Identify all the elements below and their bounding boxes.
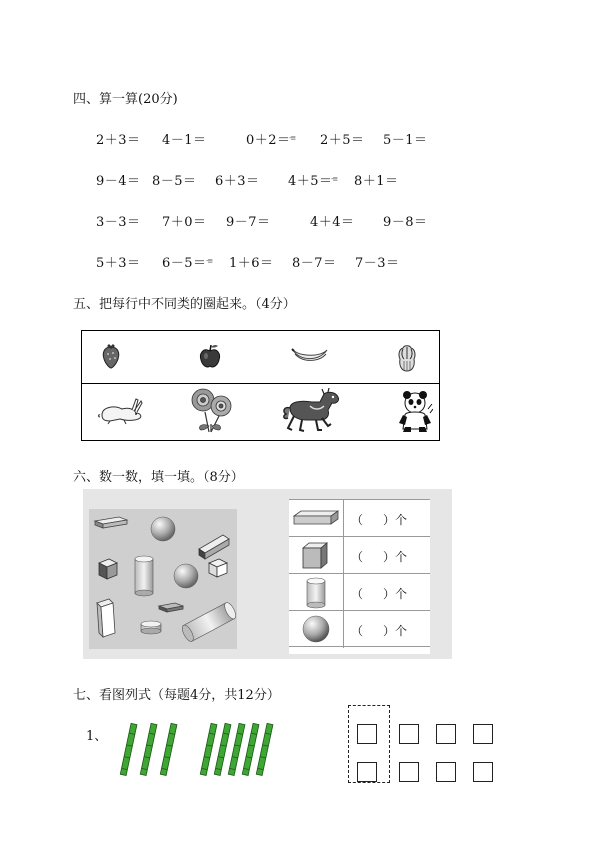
cylinder-icon (306, 577, 326, 609)
equation: 2＋5＝ (320, 133, 365, 148)
cube-icon (302, 542, 328, 570)
sphere-icon (302, 615, 330, 643)
answer-box[interactable] (473, 762, 493, 782)
cell-divider (343, 500, 344, 537)
equation: 9－8＝ (383, 215, 428, 230)
answer-row-cuboid (289, 499, 430, 536)
equation: 4－1＝ (162, 133, 207, 148)
answer-blank[interactable]: （ ）个 (351, 587, 408, 601)
apple-icon[interactable] (198, 343, 222, 369)
equation: 0＋2＝ (246, 133, 291, 148)
equation: 9－7＝ (226, 215, 271, 230)
cube-icon (209, 559, 227, 577)
sphere-icon (151, 517, 175, 541)
shapes-picture (89, 509, 237, 649)
q7-title: 七、看图列式（每题4分，共12分） (73, 688, 280, 703)
answer-box[interactable] (399, 762, 419, 782)
banana-icon[interactable] (291, 345, 329, 365)
answer-blank[interactable]: （ ）个 (351, 513, 408, 527)
answer-blank[interactable]: （ ）个 (351, 624, 408, 638)
unit-label: 个 (395, 550, 408, 564)
equation: 6－5＝ (162, 256, 207, 271)
equation: 9－4＝ (96, 174, 141, 189)
scribble-mark: -≡ (206, 257, 213, 265)
item-1-label: 1、 (86, 729, 108, 744)
q5-title: 五、把每行中不同类的圈起来。（4分） (73, 297, 296, 312)
sphere-icon (174, 564, 198, 588)
cuboid-icon (159, 603, 183, 612)
equation: 6＋3＝ (215, 174, 260, 189)
cylinder-icon (180, 601, 237, 643)
cell-divider (343, 574, 344, 611)
cylinder-icon (135, 556, 153, 596)
answer-blank[interactable]: （ ）个 (351, 550, 408, 564)
cuboid-icon (97, 599, 115, 637)
answer-row-sphere (289, 610, 430, 647)
scribble-mark: -≡ (331, 175, 338, 183)
stick-group-3 (120, 723, 177, 775)
rabbit-icon[interactable] (96, 397, 144, 425)
equation: 5－1＝ (383, 133, 428, 148)
answer-box[interactable] (473, 724, 493, 744)
cuboid-icon (293, 510, 339, 528)
scribble-mark: -≡ (289, 134, 296, 142)
panda-icon[interactable] (397, 389, 433, 433)
q5-picture-table (81, 330, 440, 441)
unit-label: 个 (395, 587, 408, 601)
equation: 3－3＝ (96, 215, 141, 230)
flower-icon[interactable] (187, 386, 235, 436)
equation: 8－5＝ (152, 174, 197, 189)
mixed-shapes-illustration (89, 509, 237, 649)
cuboid-icon (95, 517, 127, 528)
cuboid-icon (199, 535, 229, 559)
table-divider (82, 383, 439, 384)
horse-icon[interactable] (280, 388, 344, 434)
cell-divider (343, 611, 344, 648)
answer-box[interactable] (357, 762, 377, 782)
answer-box[interactable] (436, 724, 456, 744)
unit-label: 个 (395, 624, 408, 638)
answer-row-cylinder (289, 573, 430, 610)
answer-row-cube (289, 536, 430, 573)
stick-bundles (120, 722, 280, 778)
q6-answer-table (289, 499, 430, 654)
strawberry-icon[interactable] (100, 343, 122, 369)
q6-counting-panel (83, 489, 452, 659)
cabbage-icon[interactable] (395, 343, 419, 373)
answer-box[interactable] (399, 724, 419, 744)
equation: 1＋6＝ (229, 256, 274, 271)
cube-icon (99, 559, 117, 579)
equation: 7＋0＝ (162, 215, 207, 230)
stick-group-5 (200, 723, 273, 775)
equation: 4＋4＝ (310, 215, 355, 230)
unit-label: 个 (395, 513, 408, 527)
equation: 5＋3＝ (96, 256, 141, 271)
equation: 7－3＝ (355, 256, 400, 271)
equation: 8－7＝ (292, 256, 337, 271)
answer-box[interactable] (357, 724, 377, 744)
q6-title: 六、数一数，填一填。（8分） (73, 470, 244, 485)
cell-divider (343, 537, 344, 574)
cylinder-icon (141, 621, 161, 634)
equation: 4＋5＝ (288, 174, 333, 189)
equation: 2＋3＝ (96, 133, 141, 148)
q4-title: 四、算一算(20分) (73, 92, 178, 107)
answer-box[interactable] (436, 762, 456, 782)
equation: 8＋1＝ (354, 174, 399, 189)
